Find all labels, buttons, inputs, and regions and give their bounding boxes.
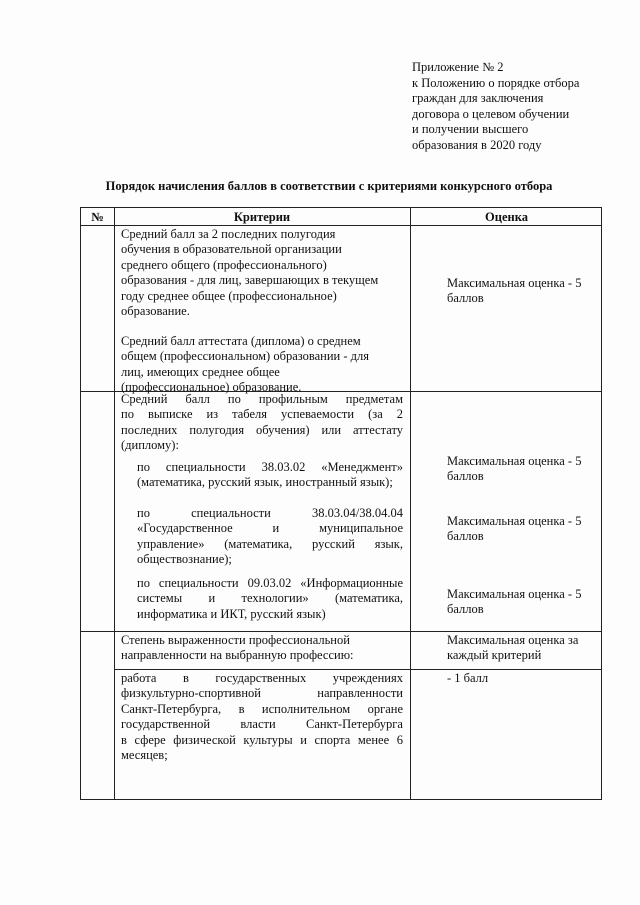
row2-criteria-information-systems: по специальности 09.03.02 «Информационные системы и технологии» (математика, информатика и ИКТ, русский язык)	[137, 576, 403, 621]
document-title: Порядок начисления баллов в соответствии с критериями конкурсного отбора	[105, 179, 553, 193]
criteria-table	[80, 207, 602, 800]
appendix-line: граждан для заключения	[412, 91, 544, 106]
row4-criteria: работа в государственных учреждениях физкультурно-спортивной направленности Санкт-Петербурга, в исполнительном органе государственной власти Санкт-Петербурга в сфере физической культуры и спорта менее 6 месяцев;	[121, 671, 403, 763]
column-divider	[114, 208, 115, 799]
header-score: Оценка	[485, 210, 528, 224]
row2-score-public-administration: Максимальная оценка - 5 баллов	[447, 514, 582, 544]
row1-criteria-graduates: Средний балл аттестата (диплома) о среднем общем (профессиональном) образовании - для лиц, имеющих среднее общее (профессиональное) образование.	[121, 334, 369, 395]
row2-score-information-systems: Максимальная оценка - 5 баллов	[447, 587, 582, 617]
appendix-line: договора о целевом обучении	[412, 106, 570, 121]
row2-criteria-management: по специальности 38.03.02 «Менеджмент» (математика, русский язык, иностранный язык);	[137, 460, 403, 490]
row2-score-management: Максимальная оценка - 5 баллов	[447, 454, 582, 484]
row3-criteria: Степень выраженности профессиональной направленности на выбранную профессию:	[121, 633, 354, 663]
appendix-line: Приложение № 2	[412, 60, 504, 74]
column-divider	[410, 208, 411, 799]
row1-criteria-current: Средний балл за 2 последних полугодия обучения в образовательной организации среднего общего (профессионального) образования - для лиц, завершающих в текущем году среднее общее (профессиональное) образование.	[121, 227, 379, 319]
row-divider	[114, 669, 601, 670]
appendix-line: к Положению о порядке отбора	[412, 75, 580, 90]
row2-criteria-intro: Средний балл по профильным предметам по выписке из табеля успеваемости (за 2 последних полугодия обучения) или аттестату (диплому):	[121, 392, 403, 453]
appendix-line: и получении высшего	[412, 122, 529, 137]
header-number: №	[91, 210, 104, 224]
appendix-block	[412, 60, 612, 154]
row4-score: - 1 балл	[447, 671, 489, 685]
header-criteria: Критерии	[233, 210, 291, 224]
row2-criteria-public-administration: по специальности 38.03.04/38.04.04 «Государственное и муниципальное управление» (математика, русский язык, обществознание);	[137, 506, 403, 567]
row-divider	[81, 631, 601, 632]
appendix-line: образования в 2020 году	[412, 137, 542, 152]
row1-score: Максимальная оценка - 5 баллов	[447, 276, 582, 306]
row3-score: Максимальная оценка за каждый критерий	[447, 633, 579, 663]
